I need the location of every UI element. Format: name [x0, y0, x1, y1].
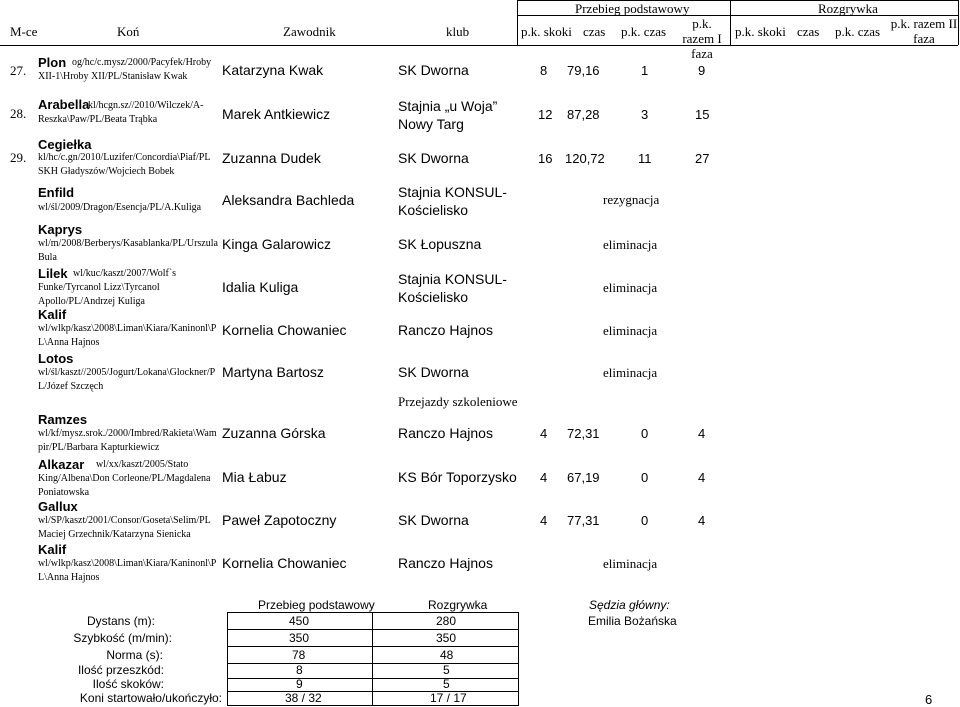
summary-basic-value: 450 [289, 614, 310, 628]
horse-name: Enfild [38, 185, 75, 200]
summary-label: Norma (s): [106, 648, 163, 662]
time: 87,28 [567, 107, 600, 122]
summary-col-jumpoff: Rozgrywka [428, 598, 488, 612]
jump-faults: 4 [540, 513, 548, 528]
summary-label: Ilość przeszkód: [77, 663, 164, 677]
time-faults: 0 [641, 470, 649, 485]
header-col-horse: Koń [117, 24, 140, 39]
club-name: SK Dworna [398, 62, 469, 78]
summary-jumpoff-value: 17 / 17 [430, 691, 467, 705]
horse-pedigree: wl/śl/2009/Dragon/Esencja/PL/A.Kuliga [38, 202, 202, 213]
rider-name: Marek Antkiewicz [222, 106, 331, 122]
horse-name: Lotos [38, 351, 74, 366]
horse-name: Kalif [38, 542, 67, 557]
rider-name: Mia Łabuz [222, 469, 287, 485]
horse-pedigree: wl/kf/mysz.srok./2000/Imbred/Rakieta\Wampir/PL/Barbara Kapturkiewicz [38, 428, 217, 453]
club-name: Stajnia KONSUL-Kościelisko [398, 271, 507, 305]
status-text: eliminacja [603, 237, 658, 252]
horse-name: Cegiełka [38, 137, 92, 152]
rider-name: Martyna Bartosz [222, 364, 324, 380]
time-faults: 11 [638, 151, 652, 166]
rider-name: Kornelia Chowaniec [222, 555, 347, 571]
club-name: SK Dworna [398, 150, 469, 166]
horse-pedigree: wl/m/2008/Berberys/Kasablanka/PL/Urszula Bula [38, 238, 218, 263]
total-faults: 27 [695, 151, 710, 166]
horse-name: Alkazar [38, 457, 85, 472]
header-col-pkczas-1: p.k. czas [621, 24, 667, 39]
rider-name: Paweł Zapotoczny [222, 512, 337, 528]
jump-faults: 4 [540, 470, 548, 485]
total-faults: 9 [698, 63, 706, 78]
place: 27. [10, 63, 27, 78]
time: 120,72 [565, 151, 605, 166]
horse-pedigree: wl/wlkp/kasz\2008\Liman\Kiara/Kaninonl\PL\Anna Hajnos [38, 323, 217, 348]
summary-basic-value: 9 [296, 677, 303, 691]
time: 67,19 [567, 470, 600, 485]
club-name: Ranczo Hajnos [398, 425, 493, 441]
status-text: eliminacja [603, 323, 658, 338]
summary-label: Koni startowało/ukończyło: [79, 691, 222, 705]
horse-pedigree: kl/hc/c.gn/2010/Luzifer/Concordia\Piaf/PL SKH Gładyszów/Wojciech Bobek [38, 152, 211, 177]
header-col-place: M-ce [10, 24, 38, 39]
header-col-rider: Zawodnik [283, 24, 336, 39]
summary-col-basic: Przebieg podstawowy [258, 598, 375, 612]
time-faults: 0 [641, 426, 649, 441]
header-col-razem-1: p.k. razem I faza [682, 16, 722, 61]
horse-pedigree: wl/śl/kaszt//2005/Jogurt/Lokana\Glockner/PL/Józef Szczęch [38, 367, 216, 392]
status-text: eliminacja [603, 556, 658, 571]
horse-pedigree: wl/xx/kaszt/2005/Stato King/Albena\Don Corleone/PL/Magdalena Poniatowska [38, 459, 211, 498]
horse-pedigree: wl/kuc/kaszt/2007/Wolf`s Funke/Tyrcanol Lizz\Tyrcanol Apollo/PL/Andrzej Kuliga [38, 268, 177, 307]
horse-name: Kaprys [38, 222, 83, 237]
judge-name: Emilia Bożańska [588, 614, 677, 628]
club-name: Stajnia „u Woja” Nowy Targ [398, 98, 498, 132]
time: 77,31 [567, 513, 600, 528]
header-col-club: klub [446, 24, 470, 39]
summary-jumpoff-value: 48 [440, 648, 454, 662]
status-text: rezygnacja [603, 192, 660, 207]
summary-label: Ilość skoków: [92, 677, 164, 691]
club-name: Ranczo Hajnos [398, 555, 493, 571]
club-name: KS Bór Toporzysko [398, 469, 517, 485]
rider-name: Idalia Kuliga [222, 279, 299, 295]
summary-basic-value: 38 / 32 [285, 691, 322, 705]
time-faults: 3 [641, 107, 649, 122]
jump-faults: 8 [540, 63, 548, 78]
place: 29. [10, 150, 27, 165]
judge-label: Sędzia główny: [589, 598, 670, 612]
rider-name: Katarzyna Kwak [222, 62, 324, 78]
total-faults: 4 [698, 513, 706, 528]
summary-jumpoff-value: 280 [436, 614, 457, 628]
place: 28. [10, 106, 27, 121]
horse-pedigree: og/hc/c.mysz/2000/Pacyfek/Hroby XII-1\Hroby XII/PL/Stanisław Kwak [38, 57, 212, 82]
jump-faults: 4 [540, 426, 548, 441]
summary-basic-value: 78 [292, 648, 306, 662]
total-faults: 15 [695, 107, 710, 122]
time-faults: 1 [641, 63, 649, 78]
jump-faults: 12 [538, 107, 553, 122]
training-section-title: Przejazdy szkoleniowe [398, 394, 518, 409]
club-name: SK Dworna [398, 364, 469, 380]
rider-name: Aleksandra Bachleda [222, 192, 355, 208]
summary-jumpoff-value: 350 [436, 631, 457, 645]
header-col-czas-2: czas [797, 24, 820, 39]
horse-name: Ramzes [38, 412, 88, 427]
header-col-skoki-2: p.k. skoki [735, 24, 786, 39]
time: 72,31 [567, 426, 600, 441]
rider-name: Zuzanna Górska [222, 425, 326, 441]
horse-pedigree: wl/SP/kaszt/2001/Consor/Goseta\Selim/PL Maciej Grzechnik/Katarzyna Sienicka [38, 515, 211, 540]
total-faults: 4 [698, 426, 706, 441]
status-text: eliminacja [603, 280, 658, 295]
time: 79,16 [567, 63, 600, 78]
header-col-pkczas-2: p.k. czas [835, 24, 881, 39]
header-group-basic: Przebieg podstawowy [575, 1, 690, 16]
horse-pedigree: wl/wlkp/kasz\2008\Liman\Kiara/Kaninonl\PL\Anna Hajnos [38, 558, 217, 583]
horse-pedigree: kl/hcgn.sz//2010/Wilczek/A-Reszka\Paw/PL/Beata Trąbka [38, 100, 204, 125]
horse-name: Gallux [38, 499, 78, 514]
club-name: Stajnia KONSUL-Kościelisko [398, 184, 507, 218]
header-col-czas-1: czas [583, 24, 606, 39]
rider-name: Kinga Galarowicz [222, 236, 331, 252]
summary-label: Dystans (m): [86, 614, 155, 628]
header-col-skoki-1: p.k. skoki [521, 24, 572, 39]
total-faults: 4 [698, 470, 706, 485]
rider-name: Zuzanna Dudek [222, 150, 321, 166]
summary-jumpoff-value: 5 [443, 663, 450, 677]
horse-name: Arabella [38, 97, 90, 112]
status-text: eliminacja [603, 365, 658, 380]
horse-name: Lilek [38, 266, 68, 281]
club-name: Ranczo Hajnos [398, 322, 493, 338]
club-name: SK Łopuszna [398, 236, 482, 252]
summary-basic-value: 350 [289, 631, 310, 645]
summary-jumpoff-value: 5 [443, 677, 450, 691]
time-faults: 0 [641, 513, 649, 528]
horse-name: Kalif [38, 307, 67, 322]
page-number: 6 [925, 692, 933, 707]
header-col-razem-2: p.k. razem II faza [890, 16, 958, 46]
jump-faults: 16 [538, 151, 553, 166]
summary-label: Szybkość (m/min): [73, 631, 172, 645]
summary-basic-value: 8 [296, 663, 303, 677]
club-name: SK Dworna [398, 512, 469, 528]
header-group-jumpoff: Rozgrywka [818, 1, 878, 16]
horse-name: Plon [38, 55, 67, 70]
rider-name: Kornelia Chowaniec [222, 322, 347, 338]
